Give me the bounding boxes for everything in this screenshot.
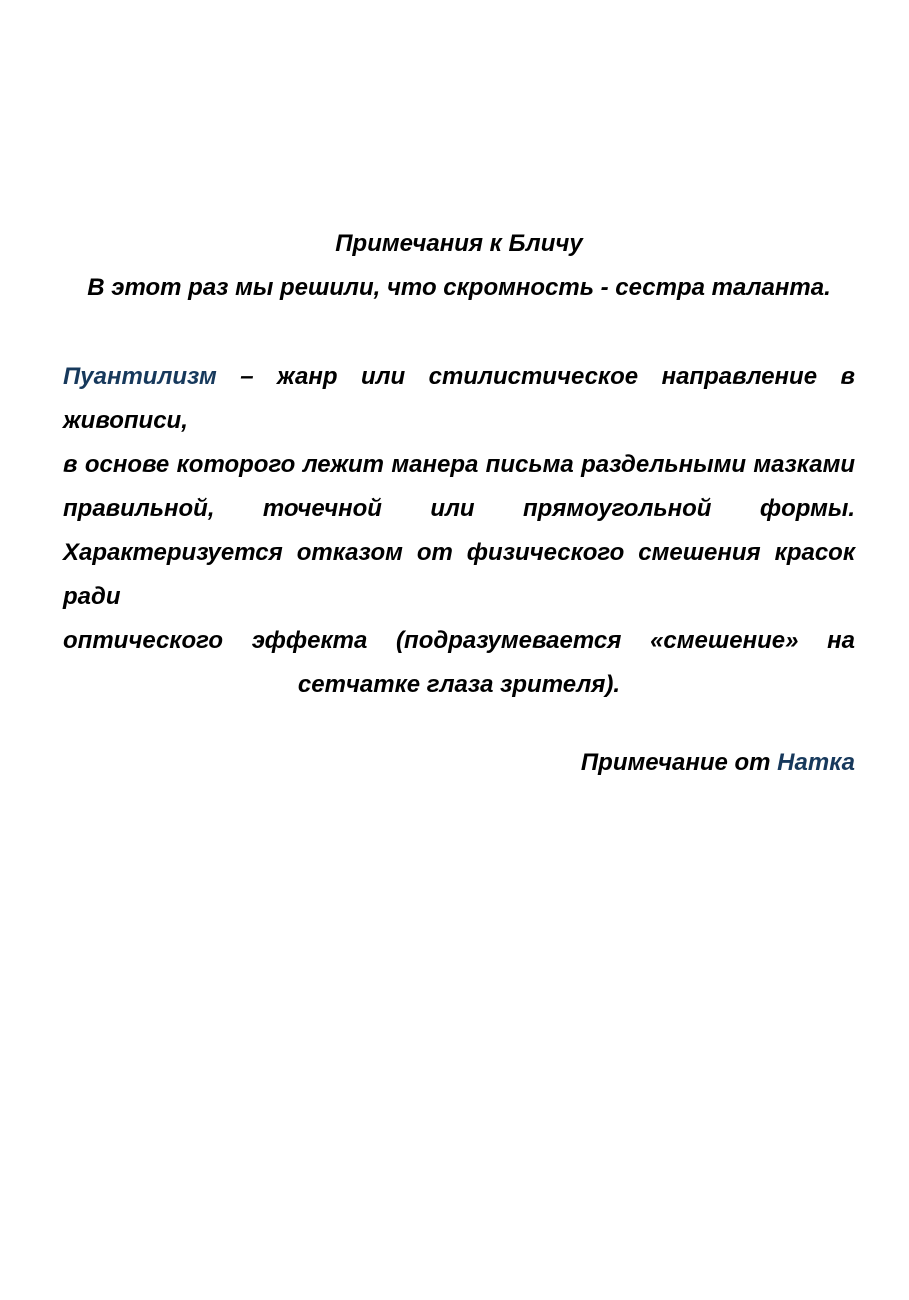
definition-line-1 <box>63 355 855 443</box>
definition-line-2: в основе которого лежит манера письма раздельными мазками <box>63 451 855 478</box>
definition-paragraph <box>63 355 855 707</box>
definition-line-5: оптического эффекта (подразумевается «смешение» на <box>63 627 855 654</box>
definition-line-6: сетчатке глаза зрителя). <box>297 671 621 698</box>
definition-line-3: правильной, точечной или прямоугольной формы. <box>63 495 855 522</box>
definition-line-4: Характеризуется отказом от физического смешения красок ради <box>63 539 855 610</box>
definition-term: Пуантилизм <box>63 363 217 390</box>
attribution-prefix: Примечание от <box>580 749 778 776</box>
heading-title: Примечания к Бличу <box>335 230 583 257</box>
attribution-line <box>63 741 855 785</box>
attribution-author: Натка <box>777 749 855 776</box>
page-heading <box>63 222 855 310</box>
heading-subtitle: В этот раз мы решили, что скромность - сестра таланта. <box>87 274 831 301</box>
definition-line-1-text: – жанр или стилистическое направление в живописи, <box>63 363 855 434</box>
